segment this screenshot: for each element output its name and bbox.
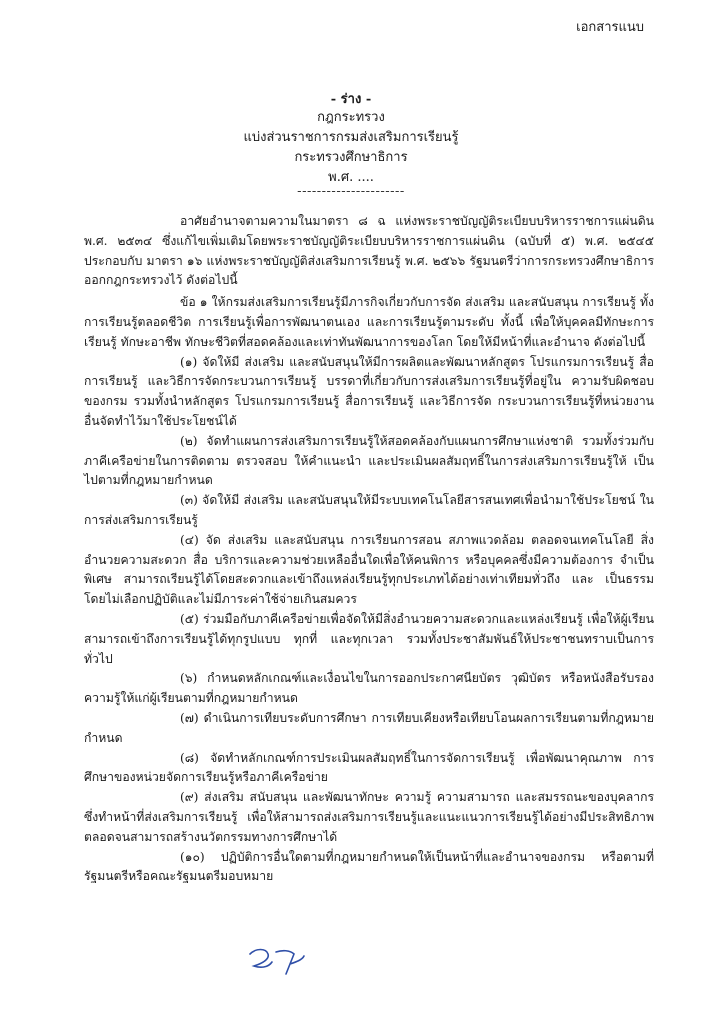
attachment-label: เอกสารแนบ [576,20,644,35]
handwritten-page-number [246,944,308,980]
list-item: (๕) ร่วมมือกับภาคีเครือข่ายเพื่อจัดให้มีสิ่งอำนวยความสะดวกและแหล่งเรียนรู้ เพื่อให้ผู้เรียน สามารถเข้าถึงการเรียนรู้ได้ทุกรูปแบบ ทุกที่ และทุกเวลา รวมทั้งประชาสัมพันธ์ให้ประชาชนทราบเป็นการทั่วไป [84,611,654,666]
title-line: แบ่งส่วนราชการกรมส่งเสริมการเรียนรู้ [243,130,459,145]
separator-line: ---------------------- [297,184,405,199]
title-line: พ.ศ. .... [328,170,374,185]
list-item: (๗) ดำเนินการเทียบระดับการศึกษา การเทียบเคียงหรือเทียบโอนผลการเรียนตามที่กฎหมายกำหนด [84,710,654,745]
list-item: (๔) จัด ส่งเสริม และสนับสนุน การเรียนการสอน สภาพแวดล้อม ตลอดจนเทคโนโลยี สิ่งอำนวยความสะดวก สื่อ บริการและความช่วยเหลืออื่นใดเพื่อให้คนพิการ หรือบุคคลซึ่งมีความต้องการ จำเป็นพิเศษ สามารถเรียนรู้ได้โดยสะดวกและเข้าถึงแหล่งเรียนรู้ทุกประเภทได้อย่างเท่าเทียมทั่วถึง และ เป็นธรรม โดยไม่เลือกปฏิบัติและไม่มีภาระค่าใช้จ่ายเกินสมควร [84,532,654,607]
list-item: (๖) กำหนดหลักเกณฑ์และเงื่อนไขในการออกประกาศนียบัตร วุฒิบัตร หรือหนังสือรับรอง ความรู้ให้แก่ผู้เรียนตามที่กฎหมายกำหนด [84,671,654,706]
list-item: (๙) ส่งเสริม สนับสนุน และพัฒนาทักษะ ความรู้ ความสามารถ และสมรรถนะของบุคลากร ซึ่งทำหน้าที่ส่งเสริมการเรียนรู้ เพื่อให้สามารถส่งเสริมการเรียนรู้และแนะแนวการเรียนรู้ได้อย่างมีประสิทธิภาพ ตลอดจนสามารถสร้างนวัตกรรมทางการศึกษาได้ [84,790,654,844]
list-item: (๘) จัดทำหลักเกณฑ์การประเมินผลสัมฤทธิ์ในการจัดการเรียนรู้ เพื่อพัฒนาคุณภาพ การศึกษาของหน่วยจัดการเรียนรู้หรือภาคีเครือข่าย [84,750,654,785]
list-item: (๓) จัดให้มี ส่งเสริม และสนับสนุนให้มีระบบเทคโนโลยีสารสนเทศเพื่อนำมาใช้ประโยชน์ ในการส่งเสริมการเรียนรู้ [84,493,654,527]
draft-label: - ร่าง - [330,92,372,107]
document-body [84,212,654,887]
preamble-paragraph: อาศัยอำนาจตามความในมาตรา ๘ ฉ แห่งพระราชบัญญัติระเบียบบริหารราชการแผ่นดิน พ.ศ. ๒๕๓๔ ซึ่งแก้ไขเพิ่มเติมโดยพระราชบัญญัติระเบียบบริหารราชการแผ่นดิน (ฉบับที่ ๕) พ.ศ. ๒๕๔๕ ประกอบกับ มาตรา ๑๖ แห่งพระราชบัญญัติส่งเสริมการเรียนรู้ พ.ศ. ๒๕๖๖ รัฐมนตรีว่าการกระทรวงศึกษาธิการ ออกกฎกระทรวงไว้ ดังต่อไปนี้ [84,214,654,288]
list-item: (๑๐) ปฏิบัติการอื่นใดตามที่กฎหมายกำหนดให้เป็นหน้าที่และอำนาจของกรม หรือตามที่ รัฐมนตรีหรือคณะรัฐมนตรีมอบหมาย [84,849,654,884]
section-paragraph: ข้อ ๑ ให้กรมส่งเสริมการเรียนรู้มีภารกิจเกี่ยวกับการจัด ส่งเสริม และสนับสนุน การเรียนรู้ ทั้งการเรียนรู้ตลอดชีวิต การเรียนรู้เพื่อการพัฒนาตนเอง และการเรียนรู้ตามระดับ ทั้งนี้ เพื่อให้บุคคลมีทักษะการเรียนรู้ ทักษะอาชีพ ทักษะชีวิตที่สอดคล้องและเท่าทันพัฒนาการของโลก โดยให้มีหน้าที่และอำนาจ ดังต่อไปนี้ [84,295,654,349]
title-line: กระทรวงศึกษาธิการ [294,150,408,165]
list-item: (๑) จัดให้มี ส่งเสริม และสนับสนุนให้มีการผลิตและพัฒนาหลักสูตร โปรแกรมการเรียนรู้ สื่อการเรียนรู้ และวิธีการจัดกระบวนการเรียนรู้ บรรดาที่เกี่ยวกับการส่งเสริมการเรียนรู้ที่อยู่ใน ความรับผิดชอบของกรม รวมทั้งนำหลักสูตร โปรแกรมการเรียนรู้ สื่อการเรียนรู้ และวิธีการจัด กระบวนการเรียนรู้ที่หน่วยงานอื่นจัดทำไว้มาใช้ประโยชน์ได้ [84,354,654,428]
list-item: (๒) จัดทำแผนการส่งเสริมการเรียนรู้ให้สอดคล้องกับแผนการศึกษาแห่งชาติ รวมทั้งร่วมกับ ภาคีเครือข่ายในการติดตาม ตรวจสอบ ให้คำแนะนำ และประเมินผลสัมฤทธิ์ในการส่งเสริมการเรียนรู้ให้ เป็นไปตามที่กฎหมายกำหนด [84,433,654,488]
title-line: กฎกระทรวง [317,110,385,125]
